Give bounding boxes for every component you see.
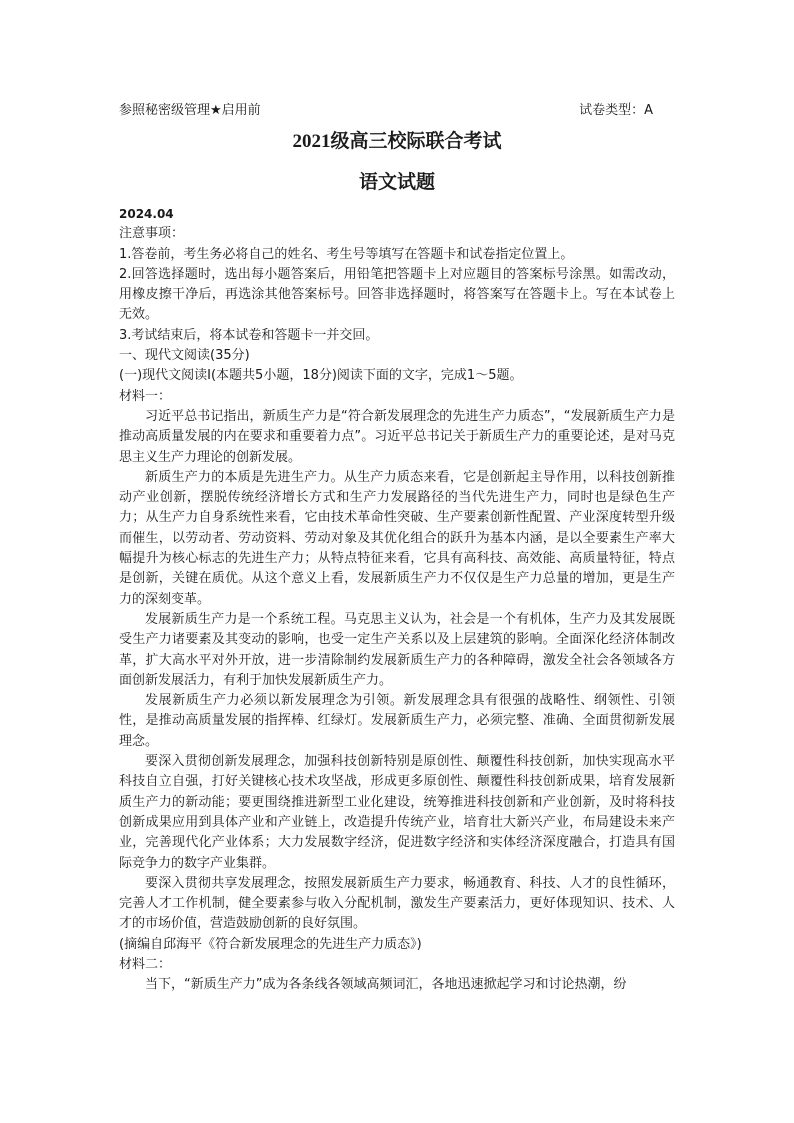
exam-subtitle: 语文试题 (358, 172, 435, 193)
header-line (119, 99, 653, 118)
sub-section-title: (一)现代文阅读Ⅰ(本题共5小题，18分)阅读下面的文字，完成1～5题。 (119, 368, 523, 384)
paragraph: 发展新质生产力是一个系统工程。马克思主义认为，社会是一个有机体，生产力及其发展既受生产力诸要素及其变动的影响，也受一定生产关系以及上层建筑的影响。全面深化经济体制改革，扩大高水平对外开放，进一步清除制约发展新质生产力的各种障碍，激发全社会各领域各方面创新发展活力，有利于加快发展新质生产力。 (119, 611, 675, 688)
notice-heading: 注意事项： (119, 226, 185, 242)
paragraph: 发展新质生产力必须以新发展理念为引领。新发展理念具有很强的战略性、纲领性、引领性，是推动高质量发展的指挥棒、红绿灯。发展新质生产力，必须完整、准确、全面贯彻新发展理念。 (119, 693, 675, 749)
notice-item: 1.答卷前，考生务必将自己的姓名、考生号等填写在答题卡和试卷指定位置上。 (119, 246, 574, 262)
material-label: 材料二： (119, 956, 172, 972)
paper-type-label: 试卷类型：A (579, 103, 653, 118)
section-title: 一、现代文阅读(35分) (119, 348, 250, 364)
paragraph: 要深入贯彻共享发展理念，按照发展新质生产力要求，畅通教育、科技、人才的良性循环，完善人才工作机制，健全要素参与收入分配机制，激发生产要素活力，更好体现知识、技术、人才的市场价值，营造鼓励创新的良好氛围。 (119, 875, 675, 932)
notice-item: 2.回答选择题时，选出每小题答案后，用铅笔把答题卡上对应题目的答案标号涂黑。如需改动，用橡皮擦干净后，再选涂其他答案标号。回答非选择题时，将答案写在答题卡上。写在本试卷上无效。 (119, 266, 675, 323)
paragraph: 要深入贯彻创新发展理念，加强科技创新特别是原创性、颠覆性科技创新，加快实现高水平科技自立自强，打好关键核心技术攻坚战，形成更多原创性、颠覆性科技创新成果，培育发展新质生产力的新动能；要更围绕推进新型工业化建设，统筹推进科技创新和产业创新，及时将科技创新成果应用到具体产业和产业链上，改造提升传统产业，培育壮大新兴产业，布局建设未来产业，完善现代化产业体系；大力发展数字经济，促进数字经济和实体经济深度融合，打造具有国际竞争力的数字产业集群。 (119, 754, 675, 871)
exam-title: 2021级高三校际联合考试 (292, 131, 502, 152)
paragraph: 当下，“新质生产力”成为各条线各领域高频词汇，各地迅速掀起学习和讨论热潮，纷 (145, 977, 627, 993)
exam-content (119, 204, 675, 996)
source-citation: (摘编自邱海平《符合新发展理念的先进生产力质态》) (119, 936, 422, 952)
paragraph: 习近平总书记指出，新质生产力是“符合新发展理念的先进生产力质态”，“发展新质生产力是推动高质量发展的内在要求和重要着力点”。习近平总书记关于新质生产力的重要论述，是对马克思主义生产力理论的创新发展。 (119, 408, 675, 465)
exam-date: 2024.04 (119, 207, 174, 221)
paragraph: 新质生产力的本质是先进生产力。从生产力质态来看，它是创新起主导作用，以科技创新推动产业创新，摆脱传统经济增长方式和生产力发展路径的当代先进生产力，同时也是绿色生产力；从生产力自身系统性来看，它由技术革命性突破、生产要素创新性配置、产业深度转型升级而催生，以劳动者、劳动资料、劳动对象及其优化组合的跃升为基本内涵，是以全要素生产率大幅提升为核心标志的先进生产力；从特点特征来看，它具有高科技、高效能、高质量特征，特点是创新，关键在质优。从这个意义上看，发展新质生产力不仅仅是生产力总量的增加，更是生产力的深刻变革。 (119, 469, 675, 607)
notice-item: 3.考试结束后，将本试卷和答题卡一并交回。 (119, 327, 379, 343)
material-label: 材料一： (119, 388, 172, 404)
confidentiality-label: 参照秘密级管理★启用前 (119, 103, 261, 118)
